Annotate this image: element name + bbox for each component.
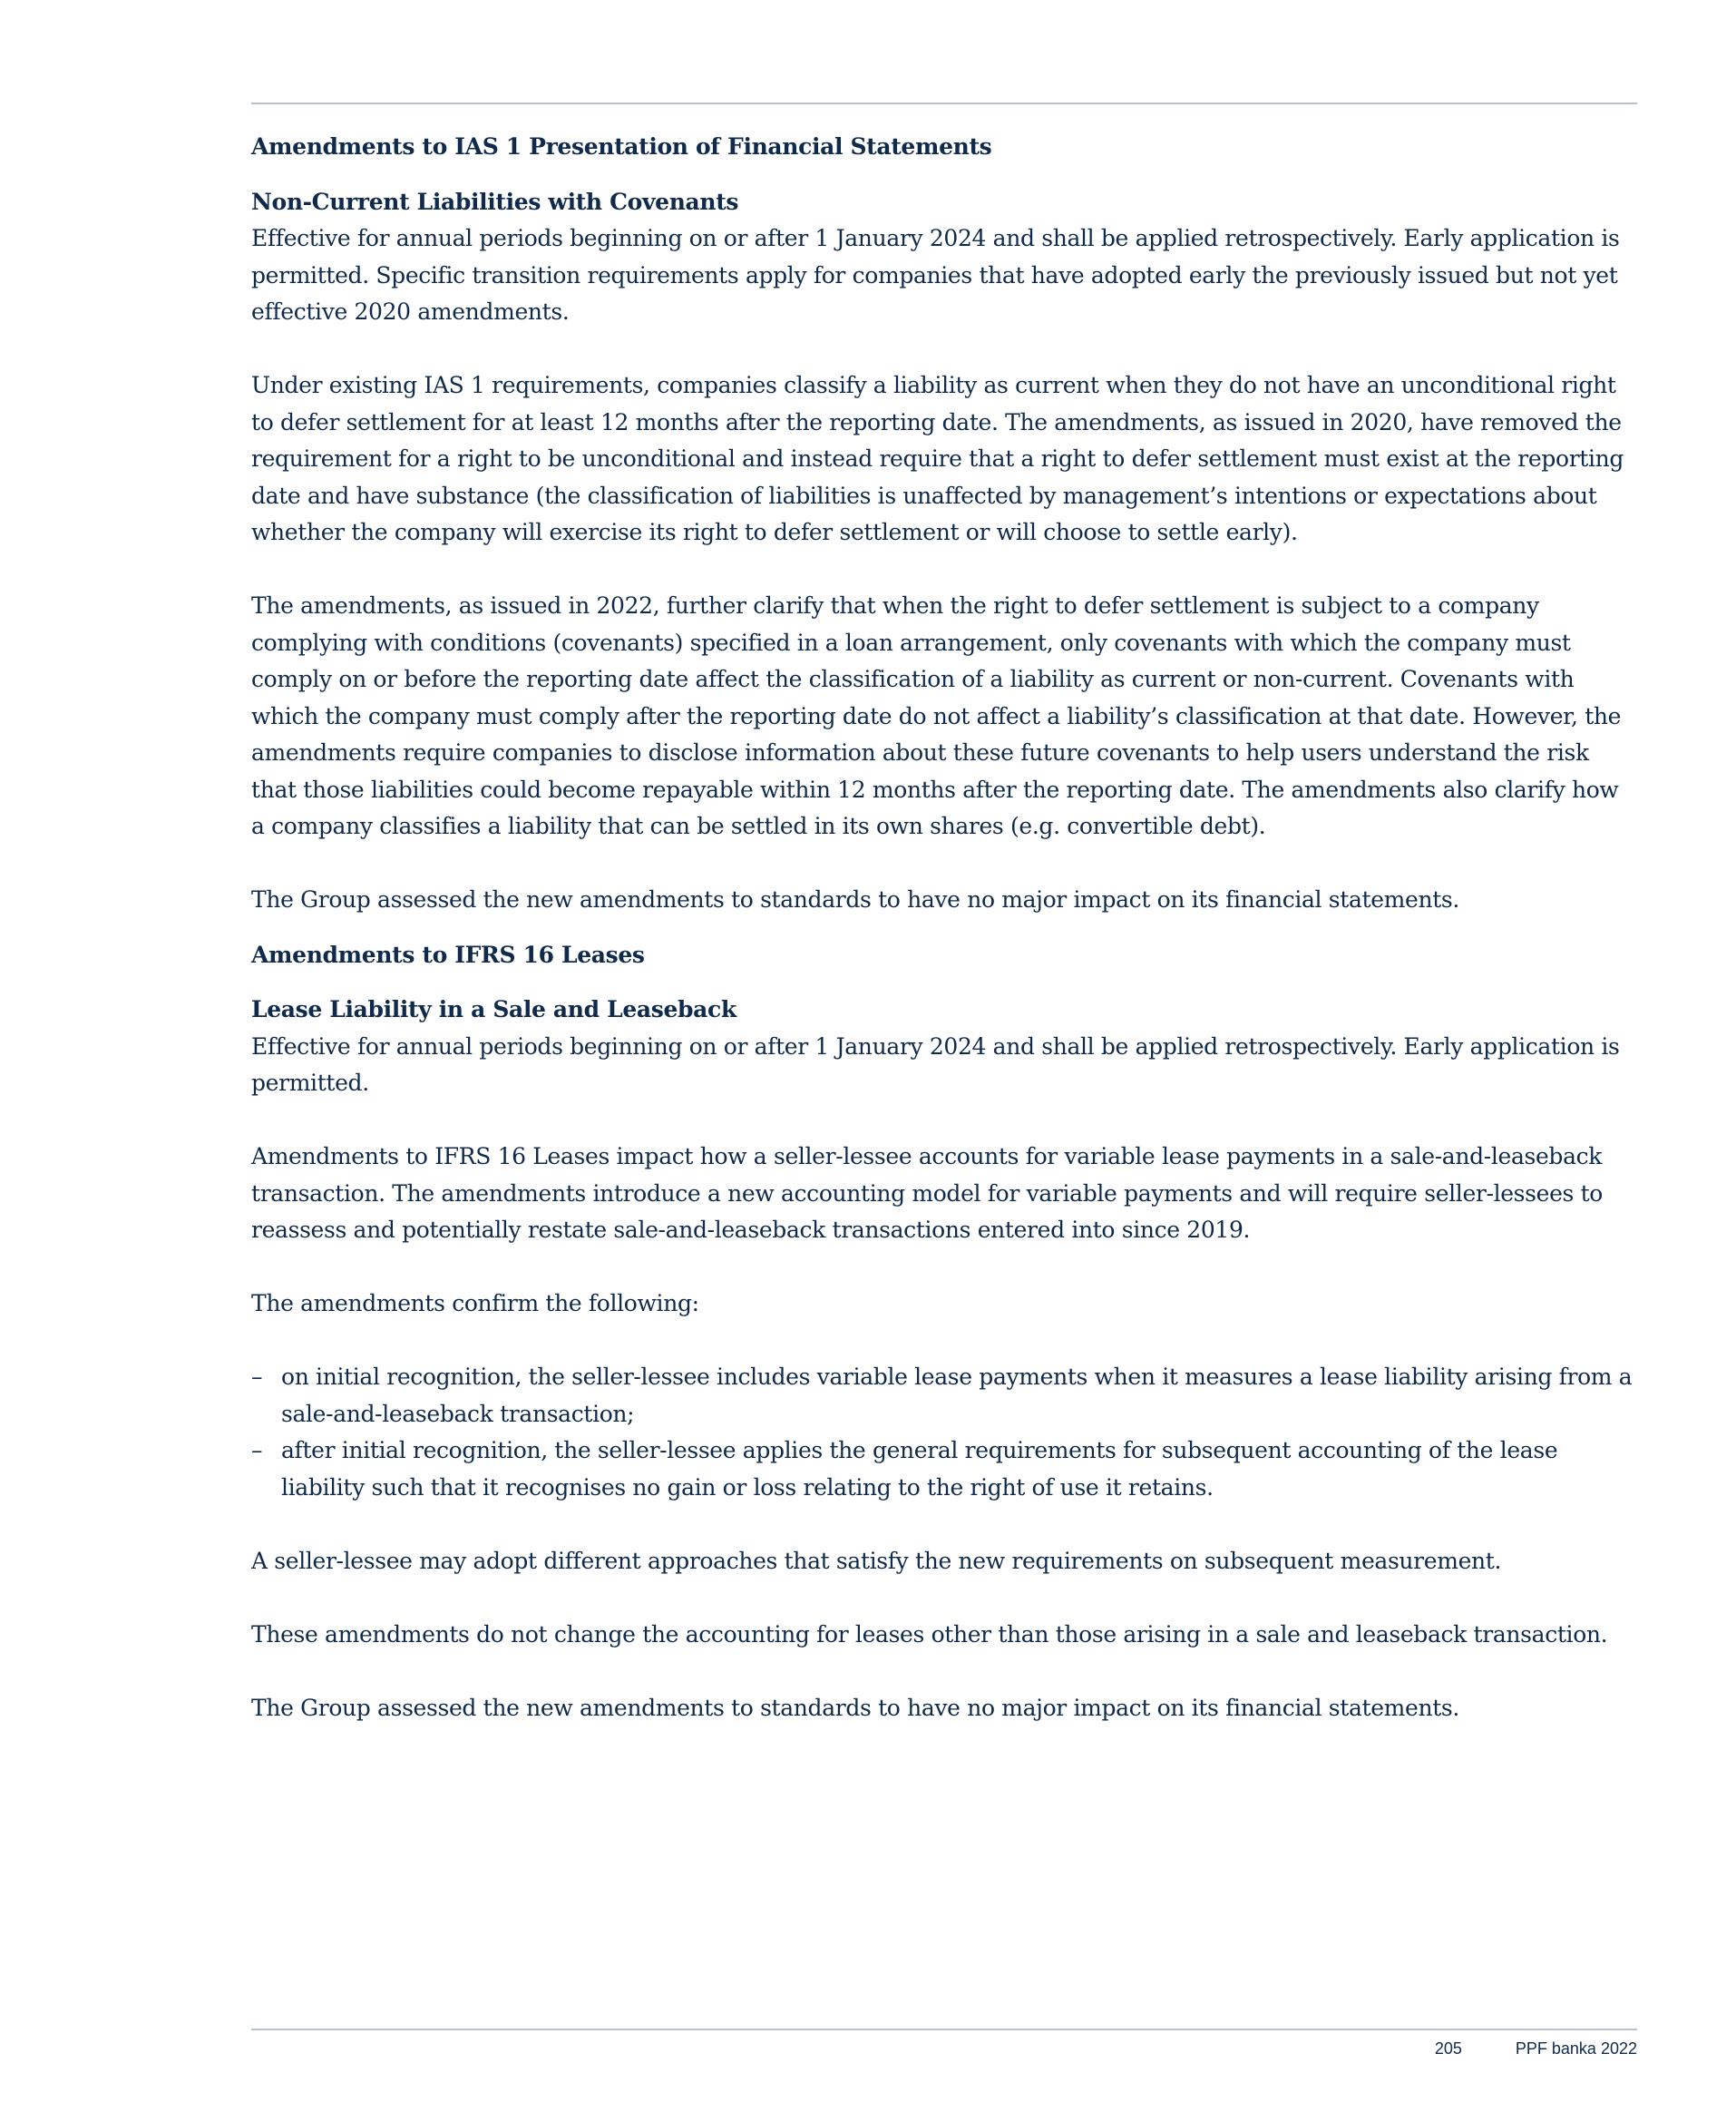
list-item bbox=[251, 1433, 1637, 1506]
paragraph-ifrs16-impact: Amendments to IFRS 16 Leases impact how a seller-lessee accounts for variable lease payments in a sale-and-leaseback transaction. The amendments introduce a new accounting model for variable payments and will require seller-lessees to reassess and potentially restate sale-and-leaseback transactions entered into since 2019. bbox=[251, 1143, 1603, 1243]
section-heading-ifrs16: Amendments to IFRS 16 Leases bbox=[251, 941, 645, 968]
paragraph-ifrs16-assessment: The Group assessed the new amendments to standards to have no major impact on its financial statements. bbox=[251, 1694, 1459, 1721]
section-heading-ias1: Amendments to IAS 1 Presentation of Financial Statements bbox=[251, 133, 992, 160]
dash-bullet: – bbox=[251, 1437, 263, 1463]
paragraph-ifrs16-confirm: The amendments confirm the following: bbox=[251, 1290, 699, 1316]
paragraph-ias1-2022: The amendments, as issued in 2022, further clarify that when the right to defer settlement is subject to a company complying with conditions (covenants) specified in a loan arrangement, only covenants with which the company must comply on or before the reporting date affect the classification of a liability as current or non-current. Covenants with which the company must comply after the reporting date do not affect a liability’s classification at that date. However, the amendments require companies to disclose information about these future covenants to help users understand the risk that those liabilities could become repayable within 12 months after the reporting date. The amendments also clarify how a company classifies a liability that can be settled in its own shares (e.g. convertible debt). bbox=[251, 592, 1622, 839]
page-footer bbox=[1435, 2039, 1637, 2058]
bottom-divider bbox=[251, 2029, 1637, 2030]
paragraph-ias1-existing: Under existing IAS 1 requirements, companies classify a liability as current when they do not have an unconditional right to defer settlement for at least 12 months after the reporting date. The amendments, as issued in 2020, have removed the requirement for a right to be unconditional and instead require that a right to defer settlement must exist at the reporting date and have substance (the classification of liabilities is unaffected by management’s intentions or expectations about whether the company will exercise its right to defer settlement or will choose to settle early). bbox=[251, 372, 1624, 545]
paragraph-ifrs16-scope: These amendments do not change the accounting for leases other than those arising in a sale and leaseback transaction. bbox=[251, 1620, 1608, 1648]
paragraph-ifrs16-effective: Effective for annual periods beginning on or after 1 January 2024 and shall be applied retrospectively. Early application is permitted. bbox=[251, 1032, 1620, 1096]
amendments-list bbox=[251, 1359, 1637, 1506]
list-item-text: on initial recognition, the seller-lessee includes variable lease payments when it measures a lease liability arising from a sale-and-leaseback transaction; bbox=[281, 1364, 1633, 1427]
dash-bullet: – bbox=[251, 1364, 263, 1390]
subheading-covenants: Non-Current Liabilities with Covenants bbox=[251, 188, 739, 215]
paragraph-ias1-effective: Effective for annual periods beginning on or after 1 January 2024 and shall be applied retrospectively. Early application is permitted. Specific transition requirements apply for companies that have adopted early the previously issued but not yet effective 2020 amendments. bbox=[251, 225, 1620, 325]
paragraph-ifrs16-approaches: A seller-lessee may adopt different approaches that satisfy the new requirements on subsequent measurement. bbox=[251, 1547, 1502, 1574]
document-body bbox=[251, 129, 1637, 1764]
list-item-text: after initial recognition, the seller-lessee applies the general requirements for subsequent accounting of the lease liability such that it recognises no gain or loss relating to the right of use it retains. bbox=[281, 1437, 1558, 1501]
subheading-sale-leaseback: Lease Liability in a Sale and Leaseback bbox=[251, 996, 736, 1022]
page-number: 205 bbox=[1434, 2039, 1462, 2058]
top-divider bbox=[251, 103, 1637, 104]
publication-title: PPF banka 2022 bbox=[1515, 2039, 1637, 2058]
paragraph-ias1-assessment: The Group assessed the new amendments to standards to have no major impact on its financial statements. bbox=[251, 886, 1459, 913]
list-item bbox=[251, 1359, 1637, 1433]
